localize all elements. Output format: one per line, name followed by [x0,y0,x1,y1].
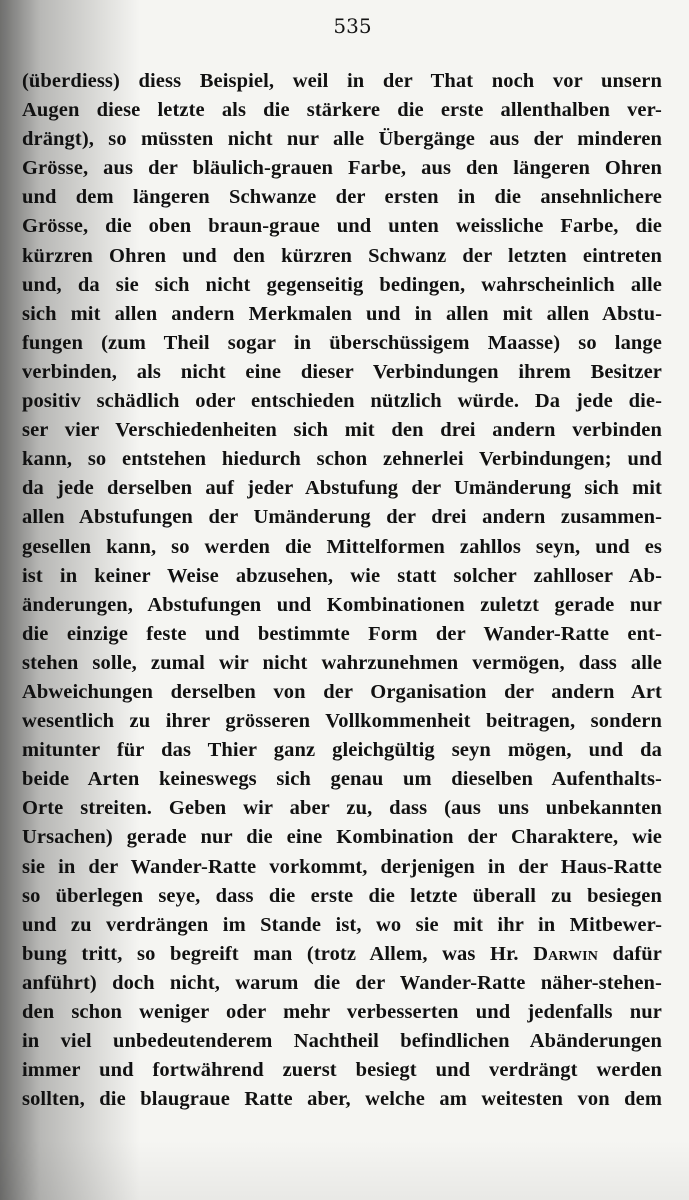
text-line: den schon weniger oder mehr verbesserten und jedenfalls nur [22,1001,662,1023]
text-line: Grösse, aus der bläulich-grauen Farbe, aus den längeren Ohren [22,157,662,180]
page-number: 535 [333,14,372,38]
text-line: wesentlich zu ihrer grösseren Vollkommenheit beitragen, sondern [22,710,662,733]
text-line: positiv schädlich oder entschieden nützlich würde. Da jede die- [22,390,662,413]
text-line: kann, so entstehen hiedurch schon zehnerlei Verbindungen; und [22,448,662,471]
text-line: stehen solle, zumal wir nicht wahrzunehmen vermögen, dass alle [22,651,662,674]
text-line: in viel unbedeutenderem Nachtheil befindlichen Abänderungen [22,1030,662,1053]
text-line: Grösse, die oben braun-graue und unten weissliche Farbe, die [22,215,662,238]
text-line: und, da sie sich nicht gegenseitig bedingen, wahrscheinlich alle [22,273,662,296]
text-line: da jede derselben auf jeder Abstufung der Umänderung sich mit [22,477,662,500]
text-line: Ursachen) gerade nur die eine Kombination der Charaktere, wie [22,826,662,849]
text-line: gesellen kann, so werden die Mittelformen zahllos seyn, und es [22,535,662,558]
text-line: änderungen, Abstufungen und Kombinationen zuletzt gerade nur [22,593,662,616]
text-line: ser vier Verschiedenheiten sich mit den drei andern verbinden [22,419,662,442]
text-line: kürzren Ohren und den kürzren Schwanz der letzten eintreten [22,244,662,267]
text-line: (überdiess) diess Beispiel, weil in der That noch vor unsern [22,70,662,92]
text-line: fungen (zum Theil sogar in überschüssigem Maasse) so lange [22,331,662,354]
text-line: immer und fortwährend zuerst besiegt und verdrängt werden [22,1059,662,1082]
author-name: Darwin [533,942,598,965]
text-line: sich mit allen andern Merkmalen und in allen mit allen Abstu- [22,302,662,325]
text-line: und dem längeren Schwanze der ersten in die ansehnlichere [22,186,662,209]
text-line: anführt) doch nicht, warum die der Wander-Ratte näher-stehen- [22,971,662,994]
text-line: so überlegen seye, dass die erste die letzte überall zu besiegen [22,884,662,907]
text-line: die einzige feste und bestimmte Form der Wander-Ratte ent- [22,622,662,645]
text-segment: dafür [612,942,662,965]
text-line: mitunter für das Thier ganz gleichgültig seyn mögen, und da [22,739,662,762]
text-line: allen Abstufungen der Umänderung der drei andern zusammen- [22,506,662,529]
text-line: Orte streiten. Geben wir aber zu, dass (aus uns unbekannten [22,797,662,820]
text-segment: bung tritt, so begreift man (trotz Allem, was Hr. [22,942,519,965]
text-line: ist in keiner Weise abzusehen, wie statt solcher zahlloser Ab- [22,564,662,587]
body-text [22,67,662,1114]
text-line: verbinden, als nicht eine dieser Verbindungen ihrem Besitzer [22,360,662,383]
text-line-with-name [22,940,662,969]
text-line: Augen diese letzte als die stärkere die erste allenthalben ver- [22,99,662,122]
text-line: sollten, die blaugraue Ratte aber, welche am weitesten von dem [22,1088,662,1111]
text-line: sie in der Wander-Ratte vorkommt, derjenigen in der Haus-Ratte [22,855,662,878]
text-line: drängt), so müssten nicht nur alle Übergänge aus der minderen [22,128,662,151]
text-line: beide Arten keineswegs sich genau um dieselben Aufenthalts- [22,768,662,791]
text-line: und zu verdrängen im Stande ist, wo sie mit ihr in Mitbewer- [22,913,662,936]
text-line: Abweichungen derselben von der Organisation der andern Art [22,680,662,703]
